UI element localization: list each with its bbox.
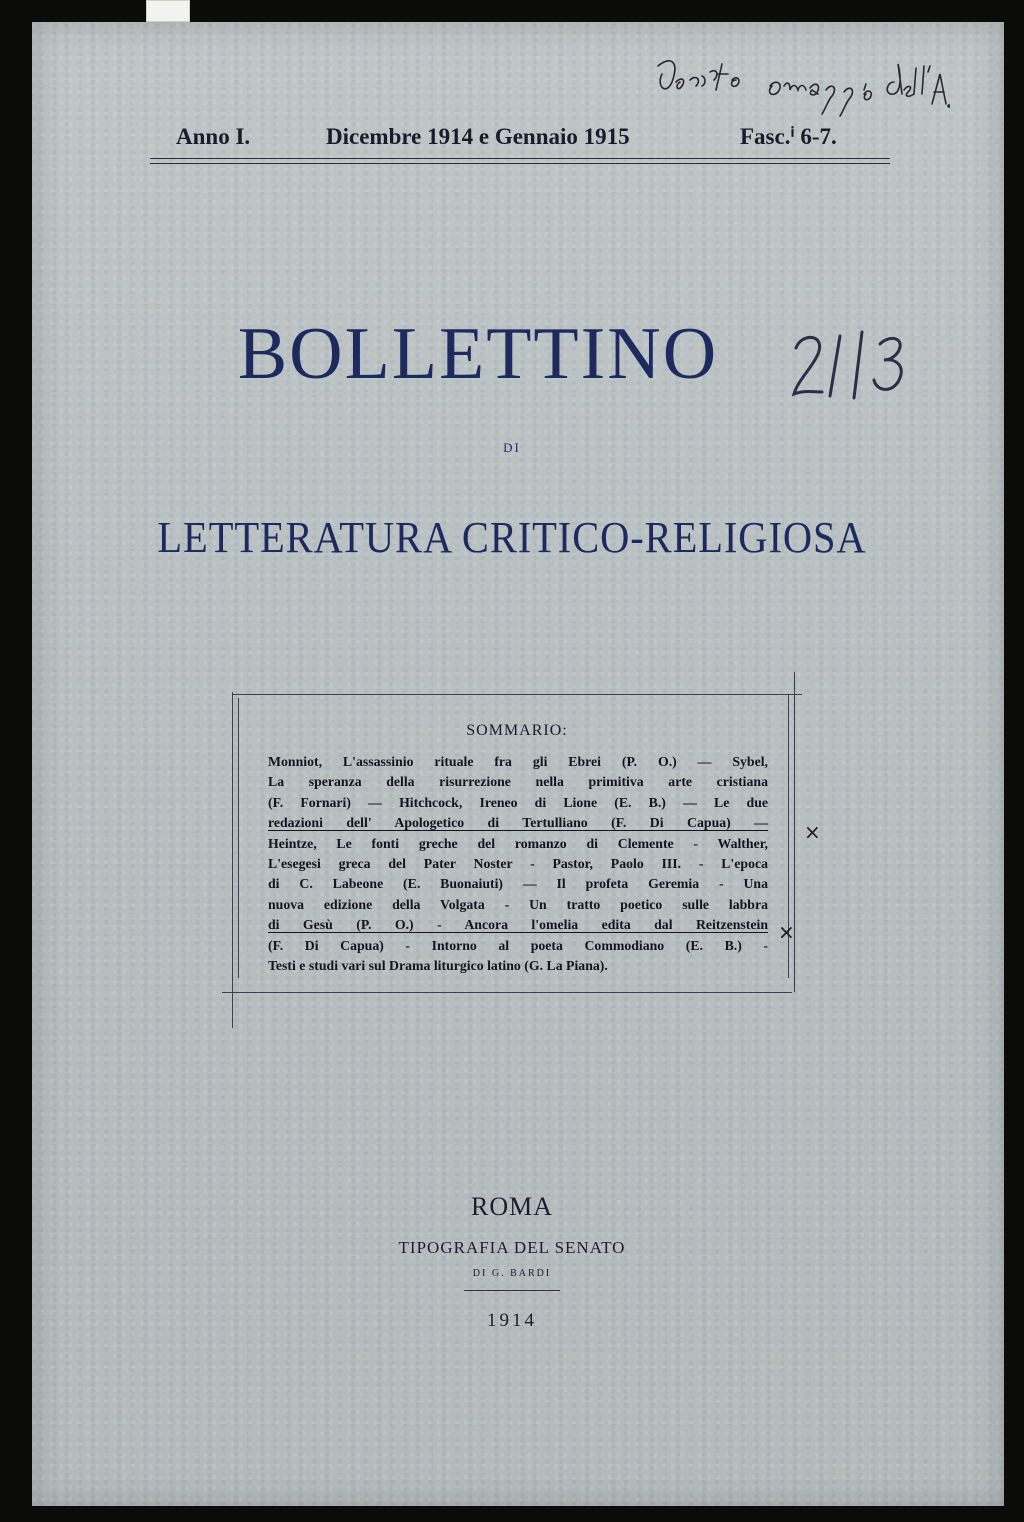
header-rule-top xyxy=(150,158,890,159)
sommario-heading: SOMMARIO: xyxy=(466,722,568,739)
sommario-line: L'esegesi greca del Pater Noster - Pastor, Paolo III. - L'epoca xyxy=(268,856,768,872)
imprint-printer-by: DI G. BARDI xyxy=(472,1268,552,1279)
sommario-line: Monniot, L'assassinio rituale fra gli Ebrei (P. O.) — Sybel, xyxy=(268,754,768,769)
issue-date: Dicembre 1914 e Gennaio 1915 xyxy=(326,124,630,149)
margin-cross-mark: × xyxy=(778,920,795,944)
sommario-line: Testi e studi vari sul Drama liturgico latino (G. La Piana). xyxy=(268,958,608,974)
sommario-line-underlined: di Gesù (P. O.) - Ancora l'omelia edita dal Reitzenstein xyxy=(268,917,768,933)
sommario-line: La speranza della risurrezione nella primitiva arte cristiana xyxy=(268,774,768,790)
journal-subtitle: LETTERATURA CRITICO-RELIGIOSA xyxy=(157,513,867,562)
imprint-rule xyxy=(464,1290,560,1291)
sommario-line: di C. Labeone (E. Buonaiuti) — Il profeta Geremia - Una xyxy=(268,876,768,892)
handwritten-dedication xyxy=(650,46,950,136)
imprint-printer: TIPOGRAFIA DEL SENATO xyxy=(398,1238,626,1257)
scan-paper-tab xyxy=(146,0,190,22)
sommario-line: Heintze, Le fonti greche del romanzo di Clemente - Walther, xyxy=(268,835,768,851)
issue-year: Anno I. xyxy=(176,124,251,149)
imprint-year: 1914 xyxy=(487,1310,537,1331)
issue-fascicle: Fasc.ⁱ 6-7. xyxy=(740,124,837,149)
sommario-line-underlined: redazioni dell' Apologetico di Tertulliano (F. Di Capua) — xyxy=(268,815,768,831)
sommario-line: nuova edizione della Volgata - Un tratto poetico sulle labbra xyxy=(268,896,768,912)
margin-cross-mark: × xyxy=(804,820,821,844)
title-connector: DI xyxy=(503,440,521,455)
sommario-contents xyxy=(268,752,768,976)
sommario-line: (F. Di Capua) - Intorno al poeta Commodiano (E. B.) - xyxy=(268,937,768,953)
journal-title: BOLLETTINO xyxy=(237,313,719,395)
imprint-city: ROMA xyxy=(470,1192,553,1221)
sommario-line: (F. Fornari) — Hitchcock, Ireneo di Lione (E. B.) — Le due xyxy=(268,794,768,810)
header-rule-bottom xyxy=(150,163,890,164)
